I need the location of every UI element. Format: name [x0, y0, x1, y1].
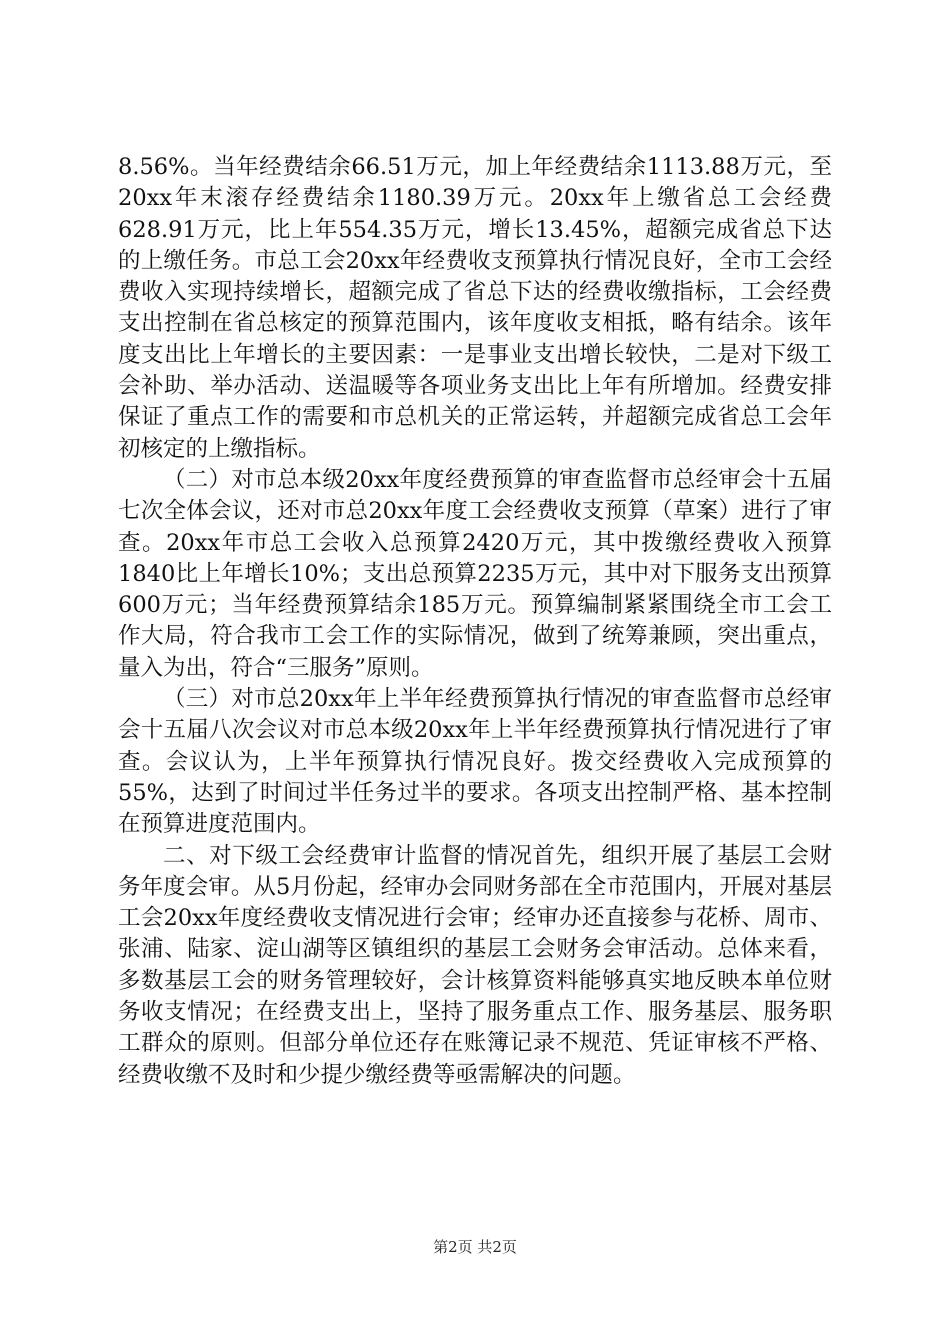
document-body: [118, 152, 832, 1091]
paragraph-continuation: 8.56%。当年经费结余66.51万元，加上年经费结余1113.88万元，至20xx年末滚存经费结余1180.39万元。20xx年上缴省总工会经费628.91万元，比上年554.35万元，增长13.45%，超额完成省总下达的上缴任务。市总工会20xx年经费收支预算执行情况良好，全市工会经费收入实现持续增长，超额完成了省总下达的经费收缴指标，工会经费支出控制在省总核定的预算范围内，该年度收支相抵，略有结余。该年度支出比上年增长的主要因素：一是事业支出增长较快，二是对下级工会补助、举办活动、送温暖等各项业务支出比上年有所增加。经费安排保证了重点工作的需要和市总机关的正常运转，并超额完成省总工会年初核定的上缴指标。: [118, 154, 832, 462]
page-number-label: 第2页 共2页: [433, 1238, 517, 1256]
paragraph-part-two: 二、对下级工会经费审计监督的情况首先，组织开展了基层工会财务年度会审。从5月份起，经审办会同财务部在全市范围内，开展对基层工会20xx年度经费收支情况进行会审；经审办还直接参与花桥、周市、张浦、陆家、淀山湖等区镇组织的基层工会财务会审活动。总体来看，多数基层工会的财务管理较好，会计核算资料能够真实地反映本单位财务收支情况；在经费支出上，坚持了服务重点工作、服务基层、服务职工群众的原则。但部分单位还存在账簿记录不规范、凭证审核不严格、经费收缴不及时和少提少缴经费等亟需解决的问题。: [118, 842, 832, 1088]
paragraph-section-3: （三）对市总20xx年上半年经费预算执行情况的审查监督市总经审会十五届八次会议对市总本级20xx年上半年经费预算执行情况进行了审查。会议认为，上半年预算执行情况良好。拨交经费收入完成预算的55%，达到了时间过半任务过半的要求。各项支出控制严格、基本控制在预算进度范围内。: [118, 686, 832, 838]
paragraph-section-2: （二）对市总本级20xx年度经费预算的审查监督市总经审会十五届七次全体会议，还对市总20xx年度工会经费收支预算（草案）进行了审查。20xx年市总工会收入总预算2420万元，其中拨缴经费收入预算1840比上年增长10%；支出总预算2235万元，其中对下服务支出预算600万元；当年经费预算结余185万元。预算编制紧紧围绕全市工会工作大局，符合我市工会工作的实际情况，做到了统筹兼顾，突出重点，量入为出，符合“三服务”原则。: [118, 466, 832, 681]
page-footer: [0, 1236, 950, 1257]
